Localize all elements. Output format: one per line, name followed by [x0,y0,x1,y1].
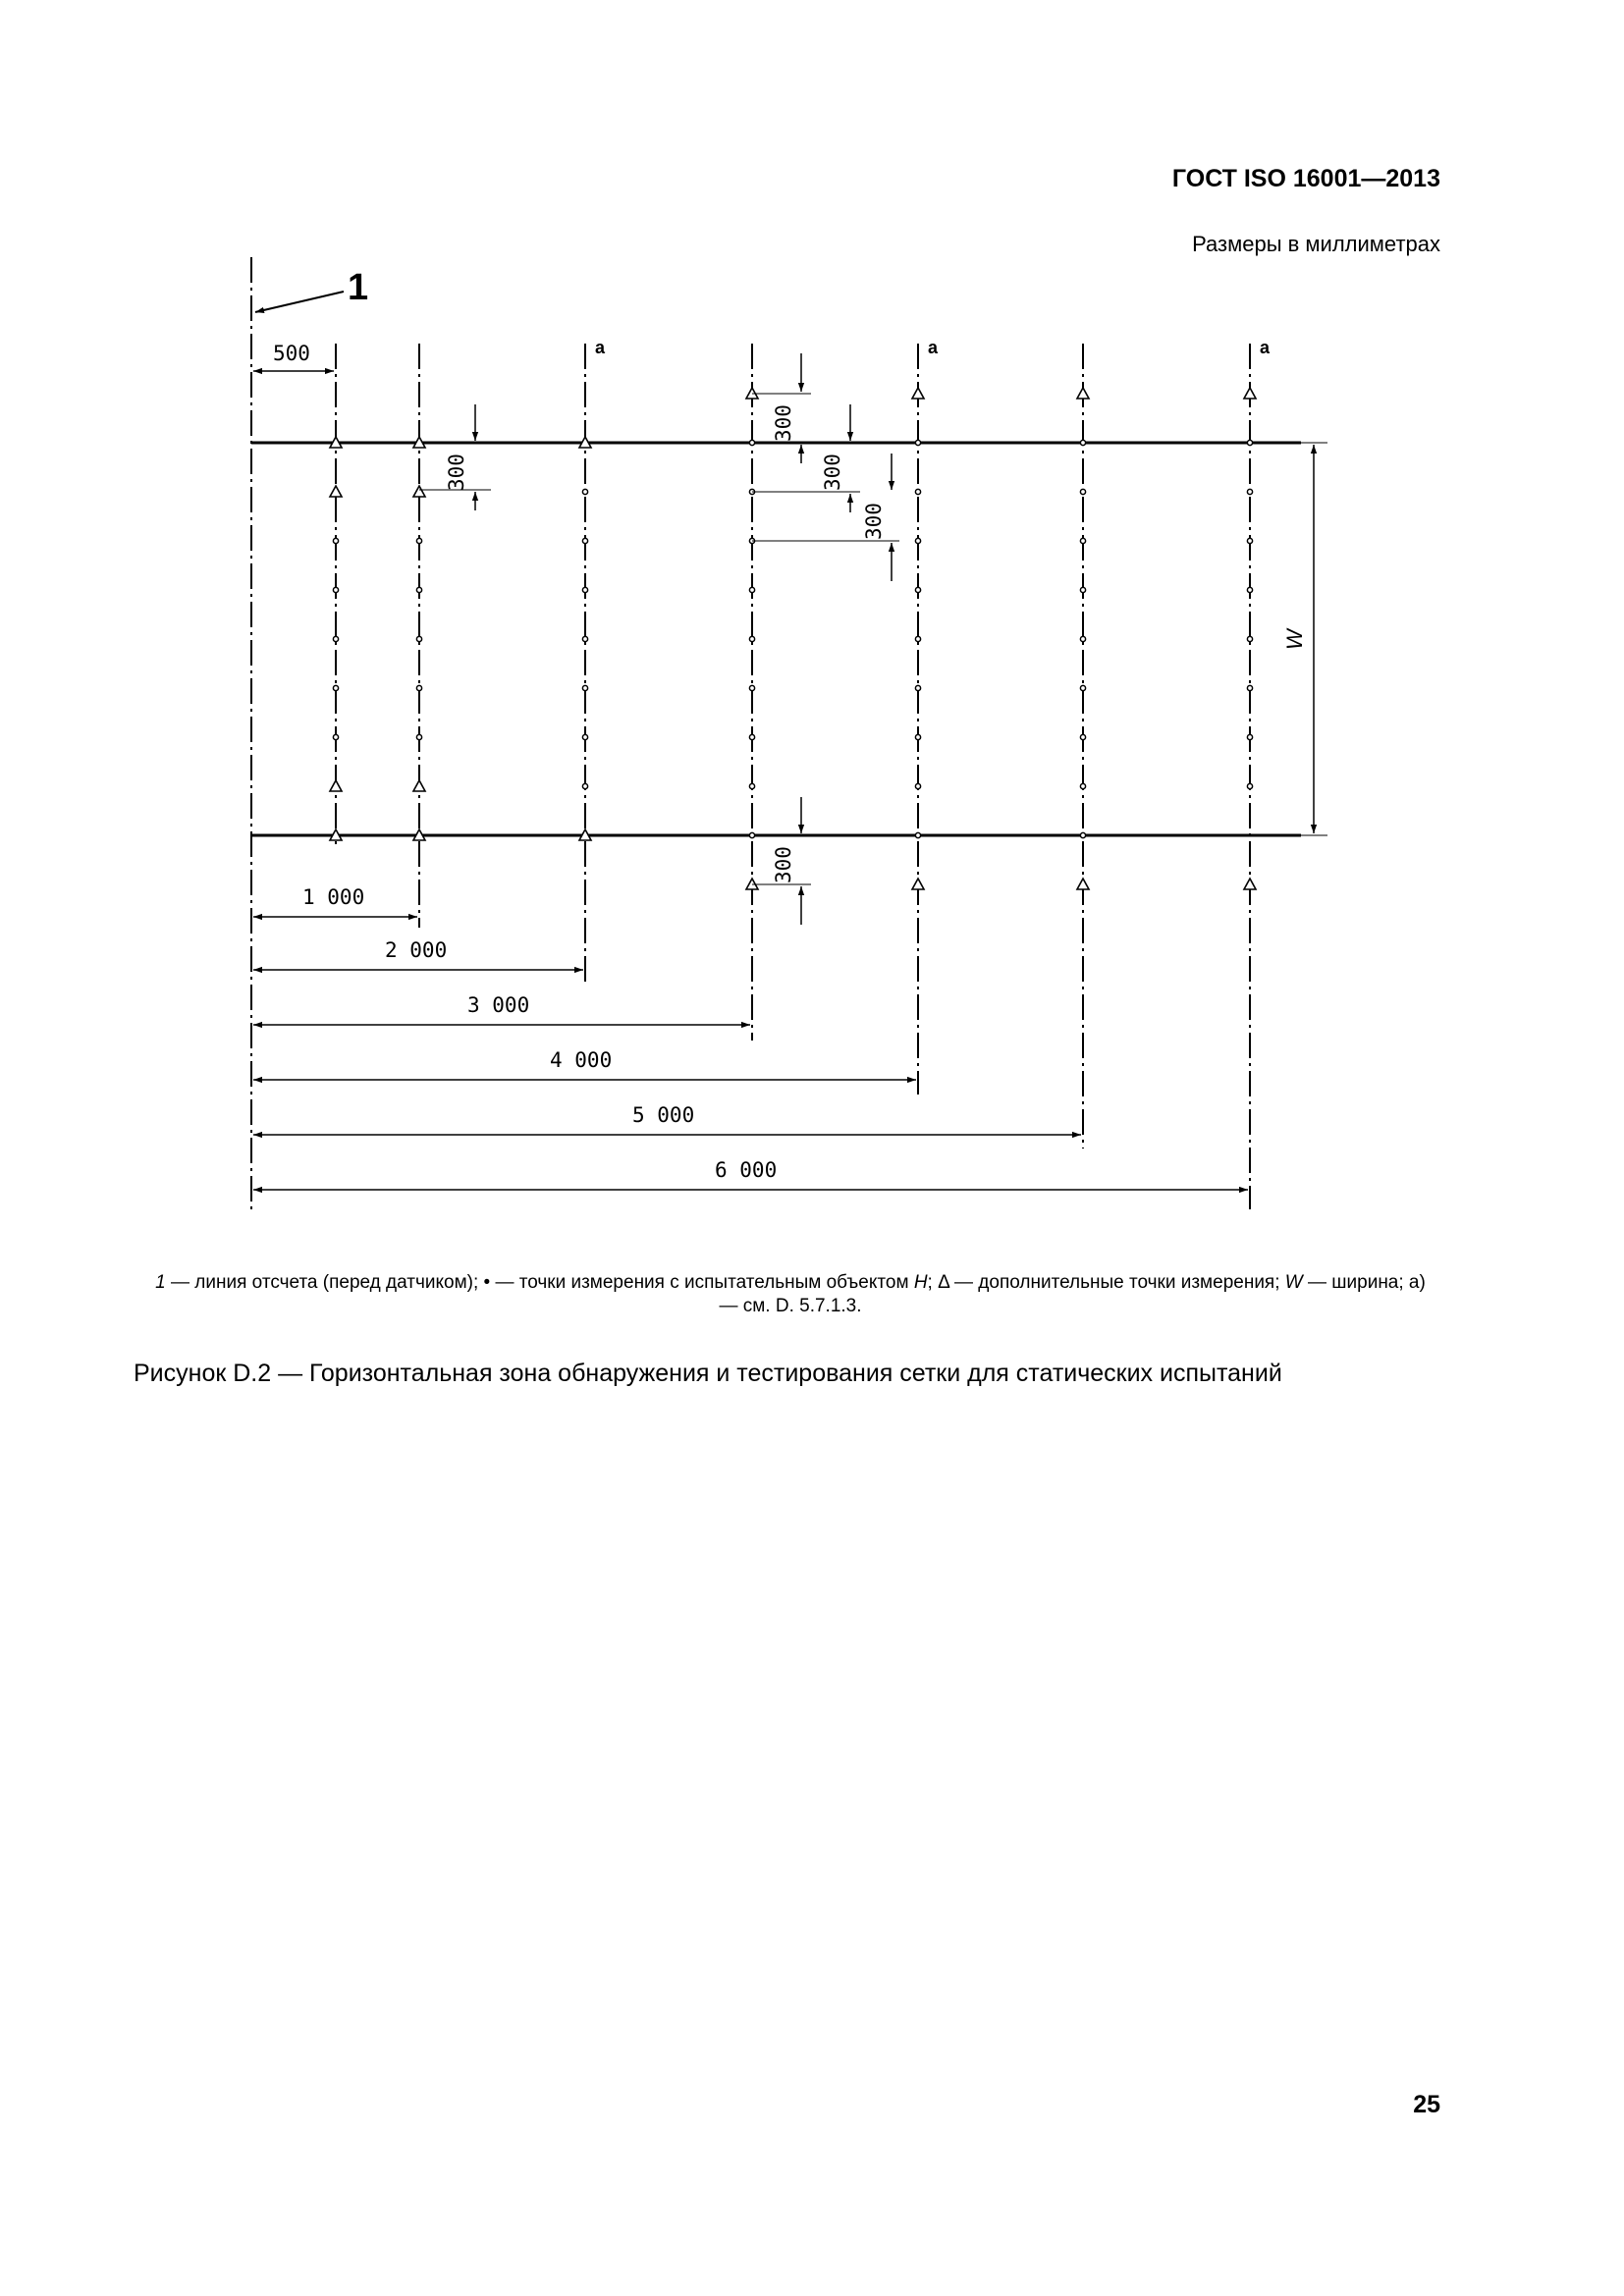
measurement-point [416,734,421,739]
dimension-300-label: 300 [772,404,795,442]
figure-caption: Рисунок D.2 — Горизонтальная зона обнаружения и тестирования сетки для статических испытаний [134,1360,1282,1387]
measurement-point [582,636,587,641]
measurement-point [333,538,338,543]
measurement-point [749,685,754,690]
dimension-4000-label: 4 000 [550,1048,613,1072]
dimension-300-label: 300 [445,454,468,491]
a-marker: a [928,338,939,357]
measurement-point [749,783,754,788]
measurement-point [333,587,338,592]
dimension-1000-label: 1 000 [302,885,365,909]
measurement-point [1247,636,1252,641]
measurement-point [915,734,920,739]
measurement-point [749,440,754,445]
additional-point [413,486,425,497]
legend-text: ; Δ — дополнительные точки измерения; [927,1272,1285,1293]
measurement-point [416,685,421,690]
additional-point [1244,388,1256,399]
measurement-point [915,489,920,494]
dimension-2000-label: 2 000 [385,938,448,962]
legend-text: — линия отсчета (перед датчиком); • — точки измерения с испытательным объектом [165,1272,914,1293]
measurement-point [749,832,754,837]
dimension-300-label: 300 [862,503,886,540]
measurement-point [749,734,754,739]
measurement-point [1080,440,1085,445]
measurement-point [582,489,587,494]
additional-point [1077,879,1089,889]
additional-point [1077,388,1089,399]
reference-leader [255,292,344,312]
measurement-point [915,685,920,690]
measurement-point [749,636,754,641]
dimension-3000-label: 3 000 [467,993,530,1017]
additional-point [330,780,342,791]
measurement-point [915,440,920,445]
measurement-point [1080,489,1085,494]
additional-point [330,486,342,497]
width-label: W [1282,629,1307,650]
measurement-point [416,538,421,543]
legend-number: 1 [155,1272,166,1293]
measurement-point [1247,440,1252,445]
measurement-point [582,587,587,592]
measurement-point [1080,832,1085,837]
additional-point [912,879,924,889]
measurement-point [333,734,338,739]
measurement-point [333,685,338,690]
a-marker: a [595,338,606,357]
measurement-point [1247,587,1252,592]
legend-w: W [1284,1272,1303,1293]
reference-label: 1 [348,267,369,308]
additional-point [912,388,924,399]
measurement-point [582,783,587,788]
units-note: Размеры в миллиметрах [1192,232,1440,256]
measurement-point [1247,734,1252,739]
additional-point [413,780,425,791]
measurement-point [1080,734,1085,739]
measurement-point [915,783,920,788]
measurement-point [1080,783,1085,788]
measurement-point [1080,685,1085,690]
measurement-point [1080,587,1085,592]
dimension-500-label: 500 [273,342,310,365]
measurement-point [333,636,338,641]
measurement-point [416,636,421,641]
page-number: 25 [1413,2091,1440,2118]
measurement-point [582,538,587,543]
a-marker: a [1260,338,1271,357]
measurement-point [1247,783,1252,788]
dimension-300-label: 300 [772,846,795,883]
measurement-point [915,832,920,837]
measurement-point [582,685,587,690]
dimension-6000-label: 6 000 [715,1158,778,1182]
additional-point [1244,879,1256,889]
measurement-point [915,538,920,543]
legend-text: — ширина; a) — см. D. 5.7.1.3. [719,1272,1426,1316]
measurement-point [416,587,421,592]
measurement-point [1080,538,1085,543]
figure-legend [147,1271,1434,1318]
measurement-point [1080,636,1085,641]
measurement-point [749,587,754,592]
dimension-5000-label: 5 000 [632,1103,695,1127]
document-standard-header: ГОСТ ISO 16001—2013 [1171,165,1440,192]
measurement-point [1247,489,1252,494]
measurement-point [915,636,920,641]
legend-h: H [913,1272,928,1293]
dimension-300-label: 300 [821,454,844,491]
measurement-point [1247,685,1252,690]
measurement-point [582,734,587,739]
measurement-point [915,587,920,592]
measurement-point [1247,538,1252,543]
